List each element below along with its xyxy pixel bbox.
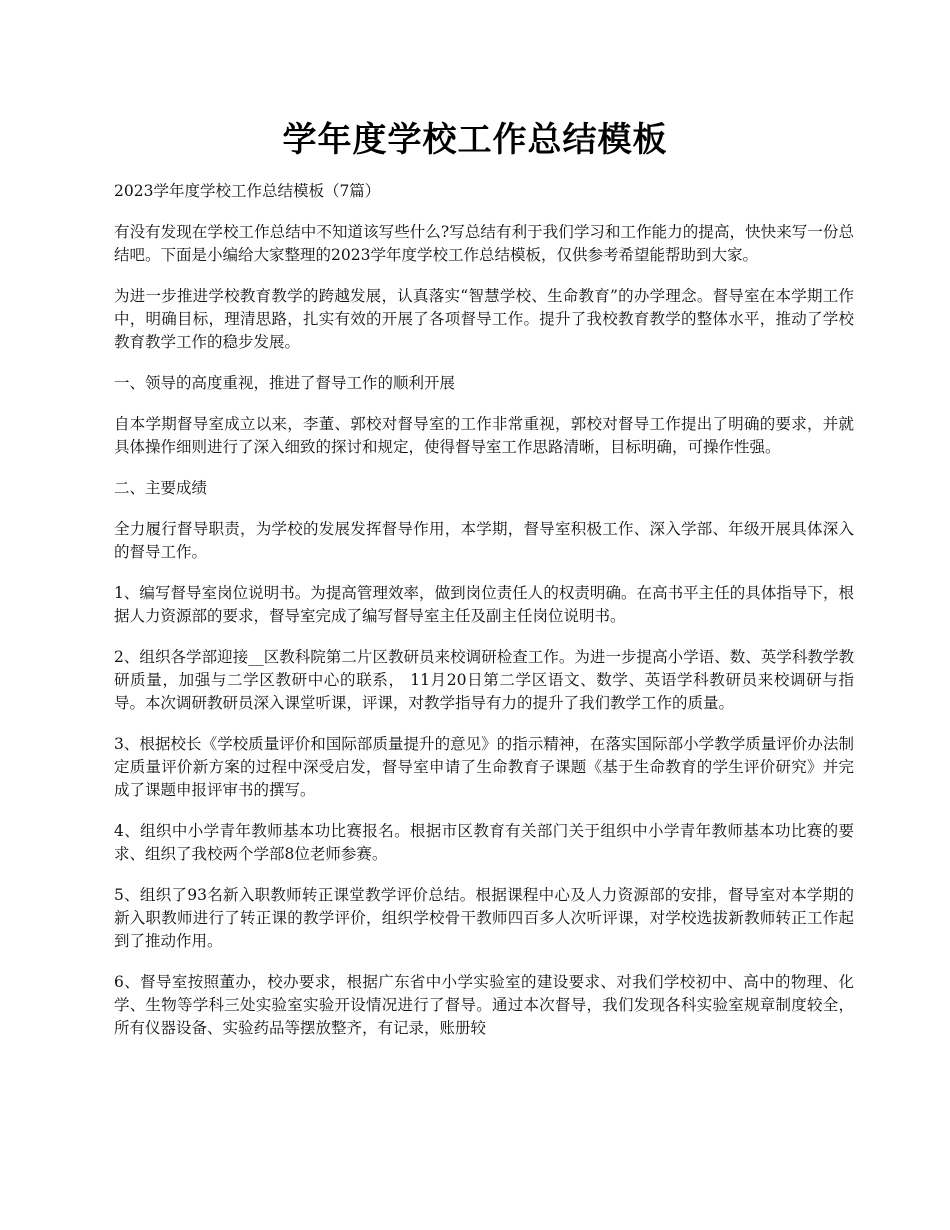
subtitle-line: 2023学年度学校工作总结模板（7篇）	[114, 182, 381, 200]
item-2-paragraph: 2、组织各学部迎接__区教科院第二片区教研员来校调研检查工作。为进一步提高小学语、数、英学科教学教研质量，加强与二学区教研中心的联系， 11月20日第二学区语文、数学、英语学科教研员来校调研与指导。本次调研教研员深入课堂听课，评课，对教学指导有力的提升了我们教学工作的质量。	[114, 648, 854, 712]
section-heading-2: 二、主要成绩	[114, 479, 208, 497]
intro-paragraph: 有没有发现在学校工作总结中不知道该写些什么?写总结有利于我们学习和工作能力的提高，快快来写一份总结吧。下面是小编给大家整理的2023学年度学校工作总结模板，仅供参考希望能帮助到大家。	[114, 223, 854, 264]
document-title: 学年度学校工作总结模板	[282, 120, 668, 160]
item-4-paragraph: 4、组织中小学青年教师基本功比赛报名。根据市区教育有关部门关于组织中小学青年教师基本功比赛的要求、组织了我校两个学部8位老师参赛。	[114, 822, 854, 863]
item-3-paragraph: 3、根据校长《学校质量评价和国际部质量提升的意见》的指示精神，在落实国际部小学教学质量评价办法制定质量评价新方案的过程中深受启发，督导室申请了生命教育子课题《基于生命教育的学生评价研究》并完成了课题申报评审书的撰写。	[114, 735, 854, 799]
item-1-paragraph: 1、编写督导室岗位说明书。为提高管理效率，做到岗位责任人的权责明确。在高书平主任的具体指导下，根据人力资源部的要求，督导室完成了编写督导室主任及副主任岗位说明书。	[114, 584, 854, 625]
section-1-paragraph: 自本学期督导室成立以来，李董、郭校对督导室的工作非常重视，郭校对督导工作提出了明确的要求，并就具体操作细则进行了深入细致的探讨和规定，使得督导室工作思路清晰，目标明确，可操作性强。	[114, 415, 854, 456]
section-2-intro-paragraph: 全力履行督导职责，为学校的发展发挥督导作用，本学期，督导室积极工作、深入学部、年级开展具体深入的督导工作。	[114, 520, 854, 561]
document-body	[114, 180, 854, 1058]
item-6-paragraph: 6、督导室按照董办，校办要求，根据广东省中小学实验室的建设要求、对我们学校初中、高中的物理、化学、生物等学科三处实验室实验开设情况进行了督导。通过本次督导，我们发现各科实验室规章制度较全，所有仪器设备、实验药品等摆放整齐，有记录，账册较	[114, 973, 854, 1037]
overview-paragraph: 为进一步推进学校教育教学的跨越发展，认真落实“智慧学校、生命教育”的办学理念。督导室在本学期工作中，明确目标，理清思路，扎实有效的开展了各项督导工作。提升了我校教育教学的整体水平，推动了学校教育教学工作的稳步发展。	[114, 287, 854, 351]
section-heading-1: 一、领导的高度重视，推进了督导工作的顺利开展	[114, 374, 456, 392]
item-5-paragraph: 5、组织了93名新入职教师转正课堂教学评价总结。根据课程中心及人力资源部的安排，督导室对本学期的新入职教师进行了转正课的教学评价，组织学校骨干教师四百多人次听评课，对学校选拔新教师转正工作起到了推动作用。	[114, 886, 854, 950]
